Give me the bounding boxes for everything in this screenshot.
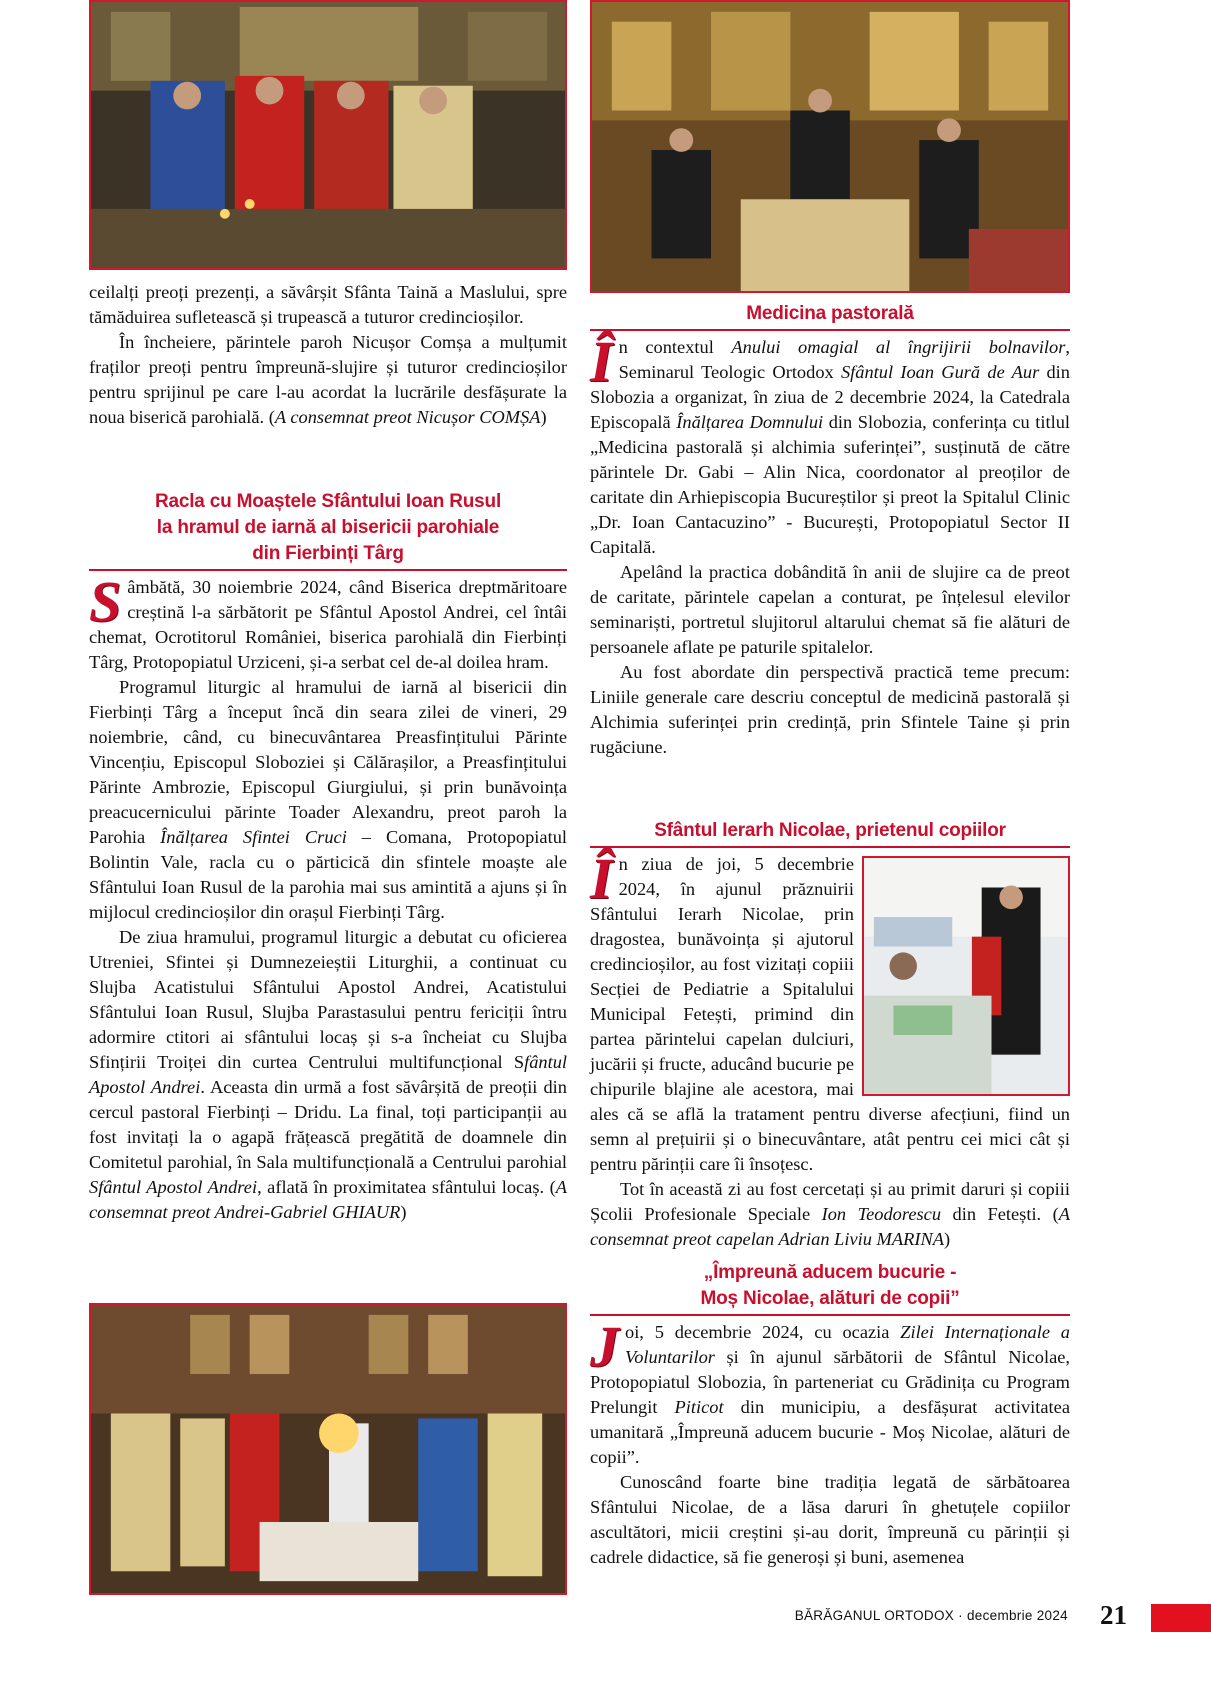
article-medicina-p1-b: , Seminarul Teologic Ortodox <box>618 337 1070 382</box>
article-nicolae-p2-a: Tot în această zi au fost cercetați și au primit daruri și copiii Școlii Profesionale Speciale <box>590 1179 1070 1224</box>
article-racla-p2-italic: Înălțarea Sfintei Cruci <box>160 827 347 847</box>
article-mos-p1-it1: Zilei Internaționale a Voluntarilor <box>625 1322 1070 1367</box>
article-medicina-p1-it2: Sfântul Ioan Gură de Aur <box>840 362 1040 382</box>
left-closing-signature: A consemnat preot Nicușor COMȘA <box>274 407 541 427</box>
article-medicina-paragraph-2: Apelând la practica dobândită în anii de slujire ca de preot de caritate, părintele capelan a conturat, pe înțelesul elevilor seminariști, portretul slujitorul altarului chemat să fie alături de persoanele aflate pe paturile spitalelor. <box>590 562 1070 657</box>
article-racla-heading-line3: din Fierbinți Târg <box>252 543 404 564</box>
article-racla-heading-line1: Racla cu Moaștele Sfântului Ioan Rusul <box>154 491 502 512</box>
article-medicina <box>590 301 1070 760</box>
left-paragraph-closing <box>89 330 567 430</box>
article-medicina-p1-it3: Înălțarea Domnului <box>676 412 824 432</box>
photo-racla-service <box>89 1303 567 1595</box>
article-racla-p2-b: – Comana, Protopopiatul Bolintin Vale, racla cu o părticică din sfintele moaște ale Sfântului Ioan Rusul de la parohia mai sus amintită a ajuns și în mijlocul credincioșilor din orașul Fierbinți Târg. <box>89 827 567 922</box>
article-nicolae-close: ) <box>943 1229 951 1249</box>
article-racla-heading-line2: la hramul de iarnă al bisericii parohiale <box>156 517 500 538</box>
page-number: 21 <box>1100 1600 1127 1630</box>
article-mos-p1-c: din municipiu, a desfășurat activitatea umanitară „Împreună aducem bucurie - Moș Nicolae, alături de copii”. <box>590 1397 1070 1467</box>
article-nicolae-paragraph-2 <box>590 1177 1070 1252</box>
article-racla <box>89 489 567 1225</box>
photo-priests-church-interior <box>89 0 567 270</box>
article-mos-p1-a: oi, 5 decembrie 2024, cu ocazia <box>625 1322 901 1342</box>
article-medicina-heading: Medicina pastorală <box>590 301 1070 331</box>
article-mos-p1-b: și în ajunul sărbătorii de Sfântul Nicolae, Protopopiatul Slobozia, în parteneriat cu Grădinița cu Program Prelungit <box>590 1347 1070 1417</box>
article-mos-nicolae-paragraph-1 <box>590 1314 1070 1470</box>
left-text-block-1 <box>89 280 567 430</box>
article-medicina-p1-it1: Anului omagial al îngrijirii bolnavilor <box>731 337 1066 357</box>
article-nicolae-signature: A consemnat preot capelan Adrian Liviu MARINA <box>590 1204 1070 1249</box>
article-racla-paragraph-2 <box>89 675 567 925</box>
article-nicolae-p2-b: din Fetești. ( <box>941 1204 1059 1224</box>
article-mos-nicolae <box>590 1260 1070 1570</box>
article-nicolae-heading: Sfântul Ierarh Nicolae, prietenul copiilor <box>590 818 1070 848</box>
photo-hospital-visit <box>862 856 1070 1096</box>
article-racla-p1-text: âmbătă, 30 noiembrie 2024, când Biserica dreptmăritoare creștină l-a sărbătorit pe Sfântul Apostol Andrei, cel întâi chemat, Ocrotitorul României, biserica parohială din Fierbinți Târg, Protopopiatul Urziceni, și-a serbat cel de-al doilea hram. <box>89 577 567 672</box>
article-racla-close: ) <box>400 1202 407 1222</box>
photo-conference-cathedral <box>590 0 1070 293</box>
left-closing-text: În încheiere, părintele paroh Nicușor Comșa a mulțumit fraților preoți pentru împreună-slujire și tuturor credincioșilor pentru sprijinul pe care l-au acordat la lucrările desfășurate la noua biserică parohială. ( <box>89 332 567 427</box>
article-racla-signature: A consemnat preot Andrei-Gabriel GHIAUR <box>89 1177 567 1222</box>
magazine-name: BĂRĂGANUL ORTODOX · decembrie 2024 <box>794 1608 1068 1623</box>
article-racla-paragraph-1 <box>89 569 567 675</box>
article-medicina-p1-c: din Slobozia a organizat, în ziua de 2 decembrie 2024, la Catedrala Episcopală <box>590 362 1070 432</box>
article-racla-p3-a: De ziua hramului, programul liturgic a debutat cu oficierea Utreniei, Sfintei și Dumnezeieștii Liturghii, a continuat cu Slujba Acatistului Sfântului Apostol Andrei, Acatistului Sfântului Ioan Rusul, Slujba Parastasului pentru fericiții întru adormire ctitori ai sfântului locaș și s-a încheiat cu Slujba Sfințirii Troiței din curtea Centrului multifuncțional S <box>89 927 567 1072</box>
article-racla-heading <box>89 489 567 571</box>
article-racla-p3-italic2: Sfântul Apostol Andrei <box>89 1177 258 1197</box>
page-footer <box>0 1600 1211 1632</box>
drop-cap-i: Î <box>590 329 613 394</box>
article-racla-p2-a: Programul liturgic al hramului de iarnă al bisericii din Fierbinți Târg a început încă din seara zilei de vineri, 29 noiembrie, când, cu binecuvântarea Preasfințitului Părinte Vincențiu, Episcopul Sloboziei și Călărașilor, a Preasfințitului Părinte Ambrozie, Episcopul Giurgiului, și prin bunăvoința preacucernicului părinte Toader Alexandru, preot paroh la Parohia <box>89 677 567 847</box>
article-nicolae-copii <box>590 818 1070 1252</box>
article-medicina-p1-d: din Slobozia, conferința cu titlul „Medicina pastorală și alchimia suferinței”, susținută de către părintele Dr. Gabi – Alin Nica, coordonator al preoților de caritate din Arhiepiscopia Bucureștilor și preot la Spitalul Clinic „Dr. Ioan Cantacuzino” - București, Protopopiatul Sector II Capitală. <box>590 412 1071 557</box>
article-mos-nicolae-heading <box>590 1260 1070 1316</box>
drop-cap-s: S <box>89 569 122 634</box>
article-medicina-paragraph-1 <box>590 329 1071 560</box>
article-medicina-paragraph-3: Au fost abordate din perspectivă practică teme precum: Liniile generale care descriu conceptul de medicină pastorală și Alchimia suferinței prin credință, prin Sfintele Taine și prin rugăciune. <box>590 662 1070 757</box>
article-medicina-p1-a: n contextul <box>618 337 732 357</box>
drop-cap-j: J <box>590 1314 619 1379</box>
article-racla-p3-italic1: fântul Apostol Andrei <box>89 1052 567 1097</box>
article-nicolae-p1-text: n ziua de joi, 5 decembrie 2024, în ajunul prăznuirii Sfântului Ierarh Nicolae, prin dragostea, bunăvoința și ajutorul credincioșilor, au fost vizitați copiii Secției de Pediatrie a Spitalului Municipal Fetești, primind din partea părintelui capelan dulciuri, jucării și fructe, aducând bucurie pe chipurile blajine ale acestora, mai ales că se află la tratament pentru diverse afecțiuni, fiind un semn al prețuirii și o binecuvântare, atât pentru cei mici cât și pentru părinții care îi însoțesc. <box>590 854 1070 1174</box>
article-racla-p3-b: . Aceasta din urmă a fost săvârșită de preoții din cercul pastoral Fierbinți – Dridu. La final, toți participanții au fost invitați la o agapă frățească pregătită de doamnele din Comitetul parohial, în Sala multifuncțională a Centrului parohial <box>89 1077 567 1172</box>
article-mos-nicolae-paragraph-2: Cunoscând foarte bine tradiția legată de sărbătoarea Sfântului Nicolae, de a lăsa daruri în ghetuțele copiilor ascultători, micii creștini și-au dorit, împreună cu părinții și cadrele didactice, să fie generoși și buni, asemenea <box>590 1472 1070 1567</box>
drop-cap-i-2: Î <box>590 846 613 911</box>
article-mos-p1-it2: Piticot <box>674 1397 724 1417</box>
article-mos-nicolae-heading-line1: „Împreună aducem bucurie - <box>703 1262 957 1283</box>
article-mos-nicolae-heading-line2: Moș Nicolae, alături de copii” <box>700 1288 960 1309</box>
article-nicolae-p2-italic: Ion Teodorescu <box>821 1204 942 1224</box>
left-paragraph-continued: ceilalți preoți prezenți, a săvârșit Sfânta Taină a Maslului, spre tămăduirea sufletească și trupească a tuturor credincioșilor. <box>89 282 567 327</box>
left-closing-paren: ) <box>540 407 547 427</box>
article-racla-p3-c: , aflată în proximitatea sfântului locaș. ( <box>257 1177 556 1197</box>
article-racla-paragraph-3 <box>89 925 567 1225</box>
footer-red-bar <box>1151 1604 1211 1632</box>
